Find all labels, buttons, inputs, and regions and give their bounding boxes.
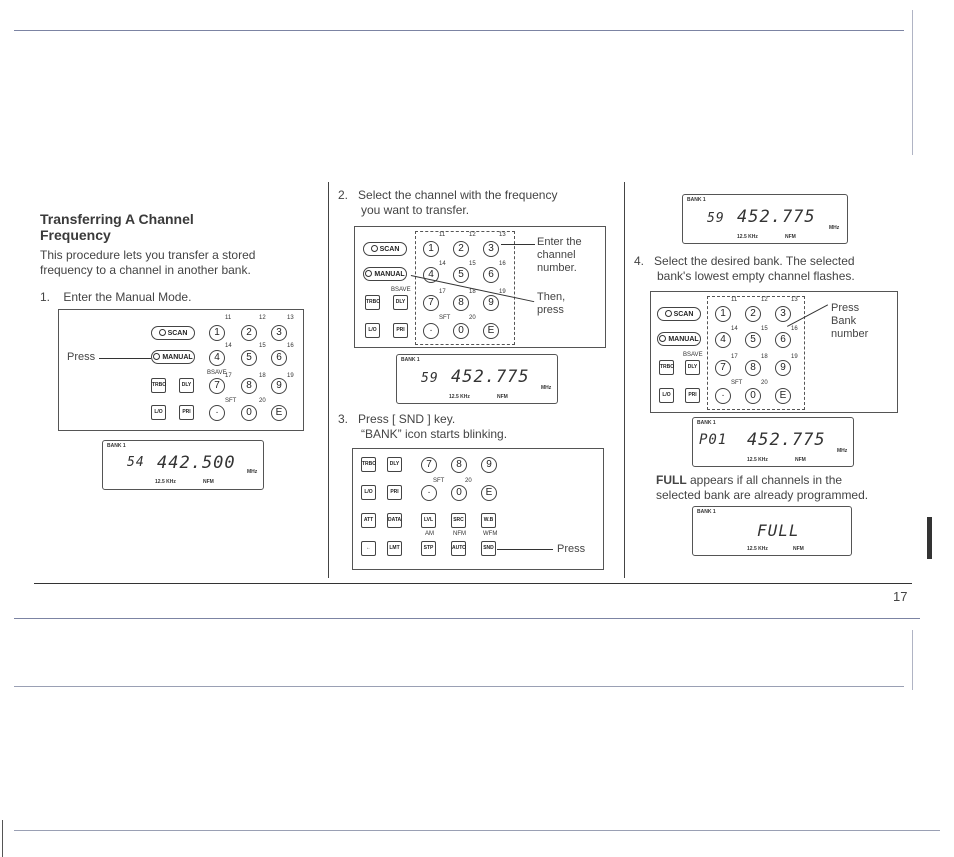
manual-key[interactable]: MANUAL bbox=[151, 350, 195, 364]
src-key[interactable]: SRC bbox=[451, 513, 466, 528]
key-9[interactable]: 9 bbox=[483, 295, 499, 311]
dly-key[interactable]: DLY bbox=[393, 295, 408, 310]
lvl-key[interactable]: LVL bbox=[421, 513, 436, 528]
stp-key[interactable]: STP bbox=[421, 541, 436, 556]
callout-then-press: Then, press bbox=[537, 291, 566, 316]
key-6[interactable]: 6 bbox=[483, 267, 499, 283]
display-step4: BANK 1 P01 452.775 MHz 12.5 KHz NFM bbox=[692, 417, 854, 467]
key-8[interactable]: 8 bbox=[453, 295, 469, 311]
key-6[interactable]: 6 bbox=[775, 332, 791, 348]
auto-key[interactable]: AUTO bbox=[451, 541, 466, 556]
key-5[interactable]: 5 bbox=[745, 332, 761, 348]
key-9[interactable]: 9 bbox=[775, 360, 791, 376]
display-full: BANK 1 FULL 12.5 KHz NFM bbox=[692, 506, 852, 556]
callout-press-manual: Press bbox=[67, 351, 96, 363]
pri-key[interactable]: PRI bbox=[685, 388, 700, 403]
back-key[interactable]: ← bbox=[361, 541, 376, 556]
trbo-key[interactable]: TRBO bbox=[151, 378, 166, 393]
keypad-step2: 11 12 13 SCAN 1 2 3 14 15 16 MANUAL 4 5 6 BSAVE 17 18 19 TRBO DLY 7 8 9 SFT 20 L/O PRI · 0 E Enter the channel number. Then, press bbox=[354, 226, 606, 348]
key-1[interactable]: 1 bbox=[423, 241, 439, 257]
key-0[interactable]: 0 bbox=[241, 405, 257, 421]
key-0[interactable]: 0 bbox=[453, 323, 469, 339]
key-8[interactable]: 8 bbox=[745, 360, 761, 376]
scan-key[interactable]: SCAN bbox=[363, 242, 407, 256]
manual-key[interactable]: MANUAL bbox=[657, 332, 701, 346]
dly-key[interactable]: DLY bbox=[179, 378, 194, 393]
key-1[interactable]: 1 bbox=[209, 325, 225, 341]
key-e[interactable]: E bbox=[481, 485, 497, 501]
key-2[interactable]: 2 bbox=[453, 241, 469, 257]
step-3: 3. Press [ SND ] key. “BANK” icon starts blinking. bbox=[338, 412, 508, 441]
att-key[interactable]: ATT bbox=[361, 513, 376, 528]
key-7[interactable]: 7 bbox=[715, 360, 731, 376]
trbo-key[interactable]: TRBO bbox=[659, 360, 674, 375]
lo-key[interactable]: L/O bbox=[659, 388, 674, 403]
key-e[interactable]: E bbox=[775, 388, 791, 404]
key-4[interactable]: 4 bbox=[209, 350, 225, 366]
callout-enter-channel: Enter the channel number. bbox=[537, 236, 582, 274]
key-9[interactable]: 9 bbox=[271, 378, 287, 394]
key-3[interactable]: 3 bbox=[271, 325, 287, 341]
keypad-step3: TRBO DLY 7 8 9 SFT 20 L/O PRI · 0 E ATT DATA LVL SRC W.B AM NFM WFM ← LMT STP AUTO SND Press bbox=[352, 448, 604, 570]
lo-key[interactable]: L/O bbox=[151, 405, 166, 420]
pri-key[interactable]: PRI bbox=[393, 323, 408, 338]
key-7[interactable]: 7 bbox=[209, 378, 225, 394]
trbo-key[interactable]: TRBO bbox=[361, 457, 376, 472]
snd-key[interactable]: SND bbox=[481, 541, 496, 556]
lmt-key[interactable]: LMT bbox=[387, 541, 402, 556]
key-4[interactable]: 4 bbox=[715, 332, 731, 348]
key-5[interactable]: 5 bbox=[453, 267, 469, 283]
key-3[interactable]: 3 bbox=[775, 306, 791, 322]
key-0[interactable]: 0 bbox=[745, 388, 761, 404]
pri-key[interactable]: PRI bbox=[387, 485, 402, 500]
display-step1: BANK 1 54 442.500 MHz 12.5 KHz NFM bbox=[102, 440, 264, 490]
manual-key[interactable]: MANUAL bbox=[363, 267, 407, 281]
keypad-step4: 11 12 13 SCAN 1 2 3 14 15 16 MANUAL 4 5 6 BSAVE 17 18 19 TRBO DLY 7 8 9 SFT 20 L/O PRI · 0 E Press Bank number bbox=[650, 291, 898, 413]
step-2: 2. Select the channel with the frequency you want to transfer. bbox=[338, 188, 558, 217]
key-2[interactable]: 2 bbox=[745, 306, 761, 322]
keypad-step1: 11 12 13 SCAN 1 2 3 14 15 16 MANUAL 4 5 6 BSAVE 17 18 19 TRBO DLY 7 8 9 SFT 20 L/O PRI · 0 E Press bbox=[58, 309, 304, 431]
lo-key[interactable]: L/O bbox=[361, 485, 376, 500]
key-dot[interactable]: · bbox=[715, 388, 731, 404]
dly-key[interactable]: DLY bbox=[685, 360, 700, 375]
display-step3: BANK 1 59 452.775 MHz 12.5 KHz NFM bbox=[682, 194, 848, 244]
pri-key[interactable]: PRI bbox=[179, 405, 194, 420]
scan-key[interactable]: SCAN bbox=[657, 307, 701, 321]
step-1: 1. Enter the Manual Mode. bbox=[40, 290, 192, 304]
full-note: FULL appears if all channels in the selected bank are already programmed. bbox=[656, 473, 869, 502]
key-0[interactable]: 0 bbox=[451, 485, 467, 501]
callout-press-bank-number: Press Bank number bbox=[831, 302, 869, 340]
key-7[interactable]: 7 bbox=[423, 295, 439, 311]
key-dot[interactable]: · bbox=[209, 405, 225, 421]
scan-key[interactable]: SCAN bbox=[151, 326, 195, 340]
wfm-key[interactable]: W.B bbox=[481, 513, 496, 528]
page-number: 17 bbox=[893, 589, 908, 604]
dly-key[interactable]: DLY bbox=[387, 457, 402, 472]
key-4[interactable]: 4 bbox=[423, 267, 439, 283]
key-8[interactable]: 8 bbox=[241, 378, 257, 394]
trbo-key[interactable]: TRBO bbox=[365, 295, 380, 310]
key-dot[interactable]: · bbox=[423, 323, 439, 339]
lo-key[interactable]: L/O bbox=[365, 323, 380, 338]
key-2[interactable]: 2 bbox=[241, 325, 257, 341]
key-6[interactable]: 6 bbox=[271, 350, 287, 366]
key-5[interactable]: 5 bbox=[241, 350, 257, 366]
key-dot[interactable]: · bbox=[421, 485, 437, 501]
key-e[interactable]: E bbox=[271, 405, 287, 421]
key-1[interactable]: 1 bbox=[715, 306, 731, 322]
display-step2: BANK 1 59 452.775 MHz 12.5 KHz NFM bbox=[396, 354, 558, 404]
key-7[interactable]: 7 bbox=[421, 457, 437, 473]
data-key[interactable]: DATA bbox=[387, 513, 402, 528]
section-intro: This procedure lets you transfer a stored frequency to a channel in another bank. bbox=[40, 248, 256, 277]
key-e[interactable]: E bbox=[483, 323, 499, 339]
callout-press-snd: Press bbox=[557, 543, 586, 555]
key-3[interactable]: 3 bbox=[483, 241, 499, 257]
section-title: Transferring A Channel Frequency bbox=[40, 211, 194, 243]
key-9[interactable]: 9 bbox=[481, 457, 497, 473]
step-4: 4. Select the desired bank. The selected bank's lowest empty channel flashes. bbox=[634, 254, 855, 283]
key-8[interactable]: 8 bbox=[451, 457, 467, 473]
